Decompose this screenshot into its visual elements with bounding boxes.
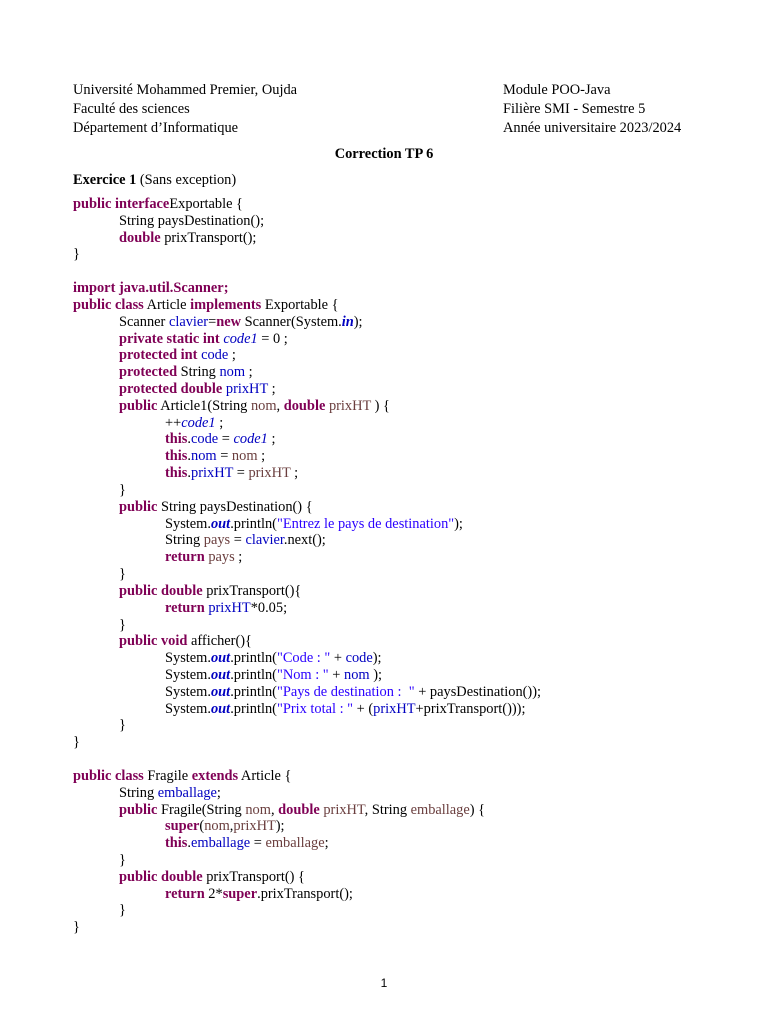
- code-token: Article {: [238, 767, 292, 784]
- code-line: [165, 667, 382, 684]
- header-faculty: Faculté des sciences: [73, 101, 190, 117]
- code-token: Article: [143, 296, 191, 313]
- code-token: =: [230, 532, 246, 549]
- code-token: ;: [267, 381, 276, 398]
- code-token: String paysDestination();: [119, 212, 265, 229]
- code-token: return: [165, 549, 205, 566]
- code-token: public: [119, 801, 158, 818]
- code-line: [73, 246, 80, 263]
- code-line: [165, 886, 353, 903]
- code-token: protected double: [119, 381, 223, 398]
- exercise-note: (Sans exception): [136, 172, 237, 188]
- code-token: System.: [165, 650, 211, 667]
- code-token: .: [187, 465, 192, 482]
- code-token: );: [369, 666, 382, 683]
- code-token: nom: [231, 448, 258, 465]
- code-token: double: [283, 397, 326, 414]
- code-token: .next();: [283, 532, 326, 549]
- code-line: [119, 717, 126, 734]
- code-line: [73, 280, 229, 297]
- code-line: [165, 818, 285, 835]
- code-token: .: [187, 448, 192, 465]
- code-token: prixHT: [323, 801, 365, 818]
- code-token: .println(: [230, 700, 277, 717]
- code-token: prixHT: [373, 700, 416, 717]
- code-token: }: [119, 566, 126, 583]
- code-token: .println(: [230, 515, 277, 532]
- code-token: "Prix total : ": [276, 700, 354, 717]
- code-token: implements: [190, 296, 262, 313]
- code-token: .println(: [230, 683, 277, 700]
- code-token: Exportable {: [169, 196, 243, 212]
- code-token: +prixTransport()));: [415, 700, 526, 717]
- code-token: ,: [229, 818, 234, 835]
- code-token: nom: [344, 666, 370, 683]
- code-token: }: [73, 919, 80, 936]
- code-token: +: [330, 650, 346, 667]
- code-token: extends: [191, 767, 239, 784]
- code-token: String paysDestination() {: [157, 498, 313, 515]
- header-department: Département d’Informatique: [73, 120, 239, 136]
- code-line: [165, 600, 287, 617]
- code-token: out: [210, 683, 231, 700]
- code-token: out: [210, 515, 231, 532]
- code-token: );: [454, 515, 463, 532]
- code-line: [73, 196, 243, 213]
- code-token: out: [210, 650, 231, 667]
- code-token: prixHT: [191, 465, 234, 482]
- code-token: .println(: [230, 650, 277, 667]
- code-token: }: [119, 481, 126, 498]
- code-line: [119, 852, 126, 869]
- code-line: [165, 684, 541, 701]
- code-token: clavier: [245, 532, 284, 549]
- code-line: [119, 785, 221, 802]
- code-token: prixHT: [328, 397, 372, 414]
- code-token: + paysDestination());: [414, 683, 542, 700]
- code-token: public void: [119, 633, 188, 650]
- code-token: ;: [234, 549, 243, 566]
- code-token: pays: [203, 532, 231, 549]
- code-token: protected: [119, 364, 178, 381]
- code-line: [165, 835, 329, 852]
- code-line: [119, 633, 252, 650]
- code-token: Fragile: [143, 767, 192, 784]
- code-token: ) {: [469, 801, 486, 818]
- code-token: prixTransport();: [160, 229, 257, 246]
- code-line: [165, 516, 463, 533]
- code-token: nom: [191, 448, 217, 465]
- code-line: [165, 701, 525, 718]
- code-token: );: [275, 818, 285, 835]
- exercise-label: Exercice 1: [73, 172, 137, 188]
- code-token: this: [165, 448, 188, 465]
- code-token: Fragile(String: [157, 801, 246, 818]
- code-token: return: [165, 885, 205, 902]
- code-token: String: [165, 532, 204, 549]
- header-year: Année universitaire 2023/2024: [503, 120, 682, 136]
- code-line: [119, 566, 126, 583]
- header-module: Module POO-Java: [503, 82, 611, 98]
- code-token: .: [187, 431, 192, 448]
- code-token: }: [73, 734, 80, 751]
- code-token: nom: [219, 364, 246, 381]
- code-token: public double: [119, 868, 203, 885]
- code-token: =: [233, 465, 249, 482]
- code-token: ;: [215, 414, 224, 431]
- code-token: Article1(String: [157, 397, 251, 414]
- code-token: nom: [204, 818, 230, 835]
- code-token: "Nom : ": [276, 666, 329, 683]
- code-token: ;: [257, 448, 266, 465]
- code-token: prixHT: [233, 818, 276, 835]
- code-token: (: [199, 818, 205, 835]
- header-filiere: Filière SMI - Semestre 5: [503, 101, 646, 117]
- code-token: Scanner: [119, 313, 169, 330]
- code-token: *0.05;: [250, 599, 288, 616]
- code-token: clavier: [168, 313, 209, 330]
- code-line: [119, 398, 390, 415]
- code-token: pays: [208, 549, 235, 566]
- code-token: .prixTransport();: [257, 885, 353, 902]
- code-token: , String: [364, 801, 411, 818]
- code-token: code: [345, 650, 373, 667]
- code-token: + (: [353, 700, 374, 717]
- code-token: public: [119, 397, 158, 414]
- code-token: ,: [276, 397, 284, 414]
- code-token: =: [250, 835, 266, 852]
- code-line: [119, 802, 485, 819]
- code-token: );: [372, 650, 382, 667]
- header-university: Université Mohammed Premier, Oujda: [73, 82, 298, 98]
- code-token: "Code : ": [276, 650, 331, 667]
- code-token: ;: [245, 364, 253, 381]
- code-token: Exportable {: [261, 296, 339, 313]
- code-line: [119, 482, 126, 499]
- code-token: }: [73, 246, 80, 263]
- page-title: Correction TP 6: [334, 146, 434, 162]
- code-token: out: [210, 666, 231, 683]
- code-token: double: [278, 801, 320, 818]
- code-token: emballage: [410, 801, 470, 818]
- code-token: ;: [216, 784, 221, 801]
- code-token: out: [210, 700, 231, 717]
- code-token: this: [165, 835, 188, 852]
- code-token: this: [165, 431, 188, 448]
- code-token: public double: [119, 582, 203, 599]
- code-token: public: [119, 498, 158, 515]
- code-line: [165, 431, 275, 448]
- code-line: [165, 650, 382, 667]
- code-line: [73, 768, 291, 785]
- exercise-heading: [73, 172, 236, 189]
- code-token: super: [165, 818, 200, 835]
- code-token: private static int: [119, 330, 220, 347]
- code-token: public interface: [73, 196, 170, 212]
- code-line: [165, 415, 223, 432]
- code-token: ++: [165, 414, 182, 431]
- code-token: code1: [233, 431, 268, 448]
- code-token: }: [119, 717, 126, 734]
- code-line: [119, 499, 313, 516]
- code-line: [119, 617, 126, 634]
- code-token: ;: [267, 431, 276, 448]
- code-token: protected int: [119, 347, 198, 364]
- code-token: new: [216, 313, 242, 330]
- code-line: [165, 549, 242, 566]
- code-token: ;: [290, 465, 299, 482]
- code-token: super: [222, 885, 258, 902]
- code-token: System.: [165, 700, 211, 717]
- code-token: code: [201, 347, 229, 364]
- code-token: afficher(){: [187, 633, 252, 650]
- code-token: Scanner(System.: [241, 313, 342, 330]
- code-token: this: [165, 465, 188, 482]
- code-token: String: [119, 784, 158, 801]
- code-token: emballage: [157, 784, 217, 801]
- code-line: [119, 902, 126, 919]
- code-token: "Entrez le pays de destination": [276, 515, 455, 532]
- code-line: [119, 583, 301, 600]
- code-token: System.: [165, 515, 211, 532]
- code-token: }: [119, 902, 126, 919]
- code-token: "Pays de destination : ": [276, 683, 415, 700]
- code-line: [73, 297, 339, 314]
- code-token: public class: [73, 296, 144, 313]
- code-token: }: [119, 851, 126, 868]
- code-line: [119, 364, 253, 381]
- code-token: ;: [324, 835, 329, 852]
- code-token: in: [341, 313, 354, 330]
- code-token: emballage: [191, 835, 251, 852]
- code-token: code: [191, 431, 219, 448]
- code-line: [119, 331, 288, 348]
- code-token: ) {: [371, 397, 390, 414]
- code-line: [119, 230, 256, 247]
- code-line: [119, 314, 363, 331]
- code-line: [73, 734, 80, 751]
- code-token: prixHT: [248, 465, 291, 482]
- code-token: =: [216, 448, 232, 465]
- code-token: emballage: [265, 835, 325, 852]
- code-line: [119, 869, 305, 886]
- code-token: code1: [223, 330, 258, 347]
- code-token: = 0 ;: [257, 330, 288, 347]
- code-line: [165, 448, 265, 465]
- page-number: 1: [380, 976, 388, 990]
- code-token: .: [187, 835, 192, 852]
- code-token: nom: [250, 397, 277, 414]
- code-token: +: [328, 666, 344, 683]
- code-token: nom: [245, 801, 271, 818]
- code-token: public class: [73, 767, 144, 784]
- code-token: ;: [228, 347, 236, 364]
- code-token: prixTransport() {: [202, 868, 305, 885]
- code-token: code1: [181, 414, 216, 431]
- code-token: prixHT: [208, 599, 251, 616]
- code-line: [73, 919, 80, 936]
- code-token: double: [119, 229, 161, 246]
- code-token: import java.util.Scanner;: [73, 280, 229, 297]
- code-token: System.: [165, 666, 211, 683]
- code-token: );: [353, 313, 363, 330]
- code-token: =: [218, 431, 234, 448]
- code-line: [119, 381, 276, 398]
- code-token: ,: [270, 801, 279, 818]
- code-token: .println(: [230, 666, 277, 683]
- code-token: =: [208, 313, 217, 330]
- code-line: [165, 532, 326, 549]
- code-token: 2*: [204, 885, 223, 902]
- code-line: [165, 465, 298, 482]
- code-token: System.: [165, 683, 211, 700]
- code-line: [119, 347, 236, 364]
- code-token: prixHT: [225, 381, 268, 398]
- code-token: prixTransport(){: [202, 582, 302, 599]
- code-line: [119, 213, 264, 230]
- code-token: }: [119, 616, 126, 633]
- code-token: String: [177, 364, 220, 381]
- code-token: return: [165, 599, 205, 616]
